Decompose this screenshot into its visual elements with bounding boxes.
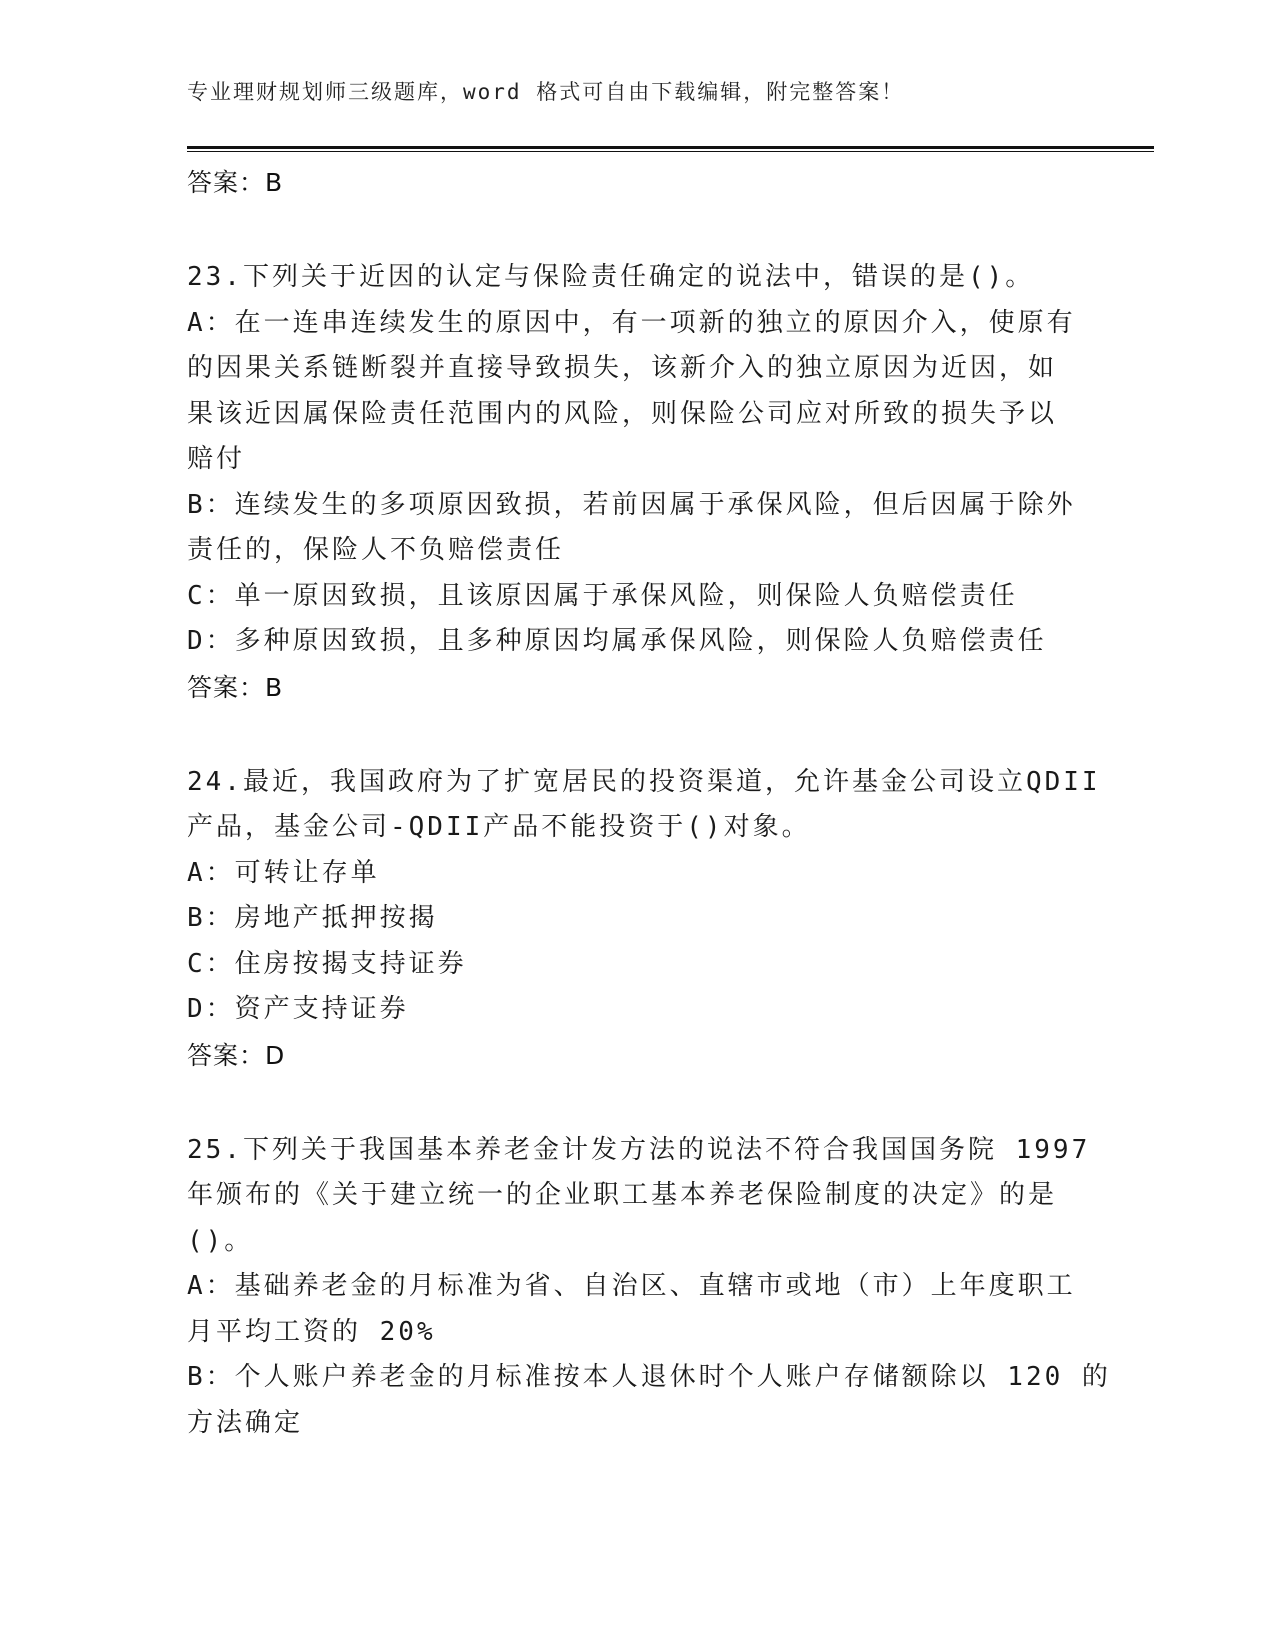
question-23-option-a-cont: 的因果关系链断裂并直接导致损失，该新介入的独立原因为近因，如 [187, 353, 1058, 383]
question-23-option-b-cont: 责任的，保险人不负赔偿责任 [187, 535, 565, 565]
question-25-option-a: A：基础养老金的月标准为省、自治区、直辖市或地（市）上年度职工 [187, 1271, 1076, 1301]
question-24-stem-cont: 产品，基金公司-QDII产品不能投资于()对象。 [187, 812, 811, 842]
question-23-option-a-cont: 赔付 [187, 444, 246, 474]
question-24 [187, 760, 1101, 1078]
question-24-stem: 24.最近，我国政府为了扩宽居民的投资渠道，允许基金公司设立QDII [187, 766, 1101, 797]
header-divider-thin [187, 151, 1154, 152]
question-24-option-d: D：资产支持证券 [187, 994, 409, 1024]
question-25-stem: 25.下列关于我国基本养老金计发方法的说法不符合我国国务院 1997 [187, 1134, 1091, 1165]
question-24-answer: 答案：D [187, 1040, 286, 1070]
question-23 [187, 255, 1087, 710]
question-23-option-d: D：多种原因致损，且多种原因均属承保风险，则保险人负赔偿责任 [187, 626, 1047, 656]
question-25-option-a-cont: 月平均工资的 20% [187, 1316, 436, 1347]
page-header: 专业理财规划师三级题库，word 格式可自由下载编辑，附完整答案！ [187, 80, 905, 104]
previous-answer: 答案：B [187, 168, 284, 197]
question-25-option-b-cont: 方法确定 [187, 1407, 304, 1438]
question-25-stem-cont: 年颁布的《关于建立统一的企业职工基本养老保险制度的决定》的是 [187, 1180, 1058, 1210]
question-24-option-c: C：住房按揭支持证券 [187, 948, 467, 979]
question-23-answer: 答案：B [187, 672, 284, 702]
question-23-option-c: C：单一原因致损，且该原因属于承保风险，则保险人负赔偿责任 [187, 580, 1018, 611]
question-25-stem-cont: ()。 [187, 1225, 254, 1256]
question-23-option-b: B：连续发生的多项原因致损，若前因属于承保风险，但后因属于除外 [187, 489, 1076, 520]
question-25-option-b: B：个人账户养老金的月标准按本人退休时个人账户存储额除以 120 的 [187, 1362, 1111, 1392]
question-24-option-b: B：房地产抵押按揭 [187, 903, 438, 933]
question-23-stem: 23.下列关于近因的认定与保险责任确定的说法中，错误的是()。 [187, 262, 1035, 292]
question-23-option-a-cont: 果该近因属保险责任范围内的风险，则保险公司应对所致的损失予以 [187, 398, 1058, 429]
question-25 [187, 1128, 1111, 1447]
question-24-option-a: A：可转让存单 [187, 857, 380, 888]
question-23-option-a: A：在一连串连续发生的原因中，有一项新的独立的原因介入，使原有 [187, 307, 1076, 338]
header-divider [187, 146, 1154, 149]
document-body [187, 160, 1111, 1446]
